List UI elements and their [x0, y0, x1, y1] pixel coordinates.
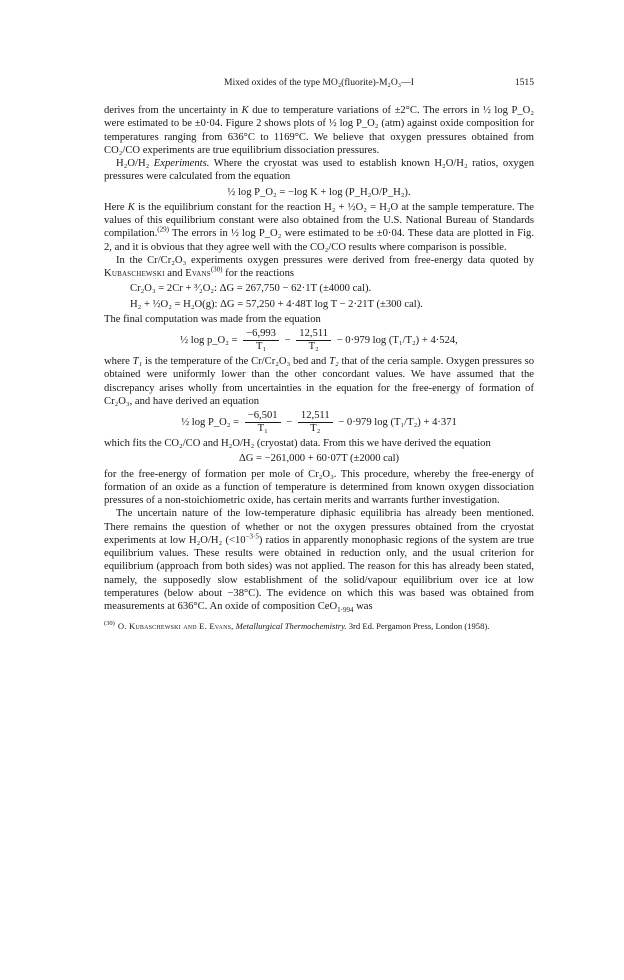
paragraph-equilibrium-constant: Here K is the equilibrium constant for the reaction H₂ + ½O₂ = H₂O at the sample temperature. The values of this equilibrium constant were also obtained from the U.S. National Bureau of Standards compilation.$^{(29)}$ The errors in ½ log P_O₂ were estimated to be ±0·04. These data are plotted in Fig. 2, and it is obvious that they agree well with the CO₂/CO results where comparison is possible.	[104, 201, 535, 253]
paragraph-cr-experiments: In the Cr/Cr₂O₃ experiments oxygen pressures were derived from free-energy data quoted by Kubaschewski and Evans$^{(30)}$ for the reactions	[104, 254, 534, 279]
fraction-2: $\frac{12,511}{\text{T₂}}$	[296, 328, 331, 353]
paragraph-final-computation: The final computation was made from the equation	[104, 313, 321, 325]
paragraph-uncertainty: derives from the uncertainty in K due to temperature variations of ±2°C. The errors in ½ log P_O₂ were estimated to be ±0·04. Figure 2 shows plots of ½ log P_O₂ (atm) against oxide composition for temperatures ranging from 636°C to 1169°C. We believe that oxygen pressures obtained from CO₂/CO experiments are true equilibrium dissociation pressures.	[104, 105, 535, 156]
fraction-3: $\frac{-6,501}{\text{T₁}}$	[245, 410, 281, 435]
page-number: 1515	[514, 77, 534, 88]
running-header	[104, 76, 534, 90]
equation-3: ½ log P_O₂ = $\frac{-6,501}{\text{T₁}}$ − $\frac{12,511}{\text{T₂}}$ − 0·979 log (T₁/T₂) + 4·371	[181, 410, 457, 434]
fraction-4: $\frac{12,511}{\text{T₂}}$	[298, 410, 333, 435]
paragraph-h2o-experiments: H₂O/H₂ Experiments. Where the cryostat was used to establish known H₂O/H₂ ratios, oxygen pressures were calculated from the equation	[104, 158, 535, 183]
equation-1: ½ log P_O₂ = −log K + log (P_H₂O/P_H₂).	[227, 186, 411, 198]
reaction-2: H₂ + ½O₂ = H₂O(g): ΔG = 57,250 + 4·48T log T − 2·21T (±300 cal).	[130, 298, 423, 310]
fraction-1: $\frac{-6,993}{\text{T₁}}$	[243, 328, 279, 353]
paragraph-low-temperature: The uncertain nature of the low-temperature diphasic equilibria has already been mentioned. There remains the question of whether or not the oxygen pressures obtained from the cryostat experiments at low H₂O/H₂ $(<10^{-3\cdot 5})$ ratios in apparently monophasic regions of the system are true equilibrium values. These results were obtained in reduction only, and the usual criterion for equilibrium (approach from both sides) was not applied. The reason for this has already been stated, namely, the supposedly slow establishment of the solid/vapour equilibrium over ice at low temperatures (below about −38°C). The evidence on which this was based was obtained from measurements at 636°C. An oxide of composition CeO$_{1\cdot 994}$ was	[104, 508, 534, 615]
footnote-30: $^{(30)}$ O. Kubaschewski and E. Evans, Metallurgical Thermochemistry. 3rd Ed. Pergamon Press, London (1958).	[104, 620, 490, 632]
journal-page	[104, 76, 534, 632]
equation-4: ΔG = −261,000 + 60·07T (±2000 cal)	[238, 453, 400, 465]
paragraph-temperature-definitions: where T₁ is the temperature of the Cr/Cr₂O₃ bed and T₂ that of the ceria sample. Oxygen pressures so obtained were uniformly lower than the other concordant values. We have assumed that the discrepancy arises wholly from uncertainties in the equation for the free-energy of formation of Cr₂O₃, and have derived an equation	[104, 356, 534, 407]
paragraph-free-energy: for the free-energy of formation per mole of Cr₂O₃. This procedure, whereby the free-energy of formation of an oxide as a function of temperature is determined from known oxygen dissociation pressures of a non-stoichiometric oxide, has certain merits and warrants further investigation.	[104, 468, 534, 506]
equation-2: ½ log p_O₂ = $\frac{-6,993}{\text{T₁}}$ − $\frac{12,511}{\text{T₂}}$ − 0·979 log (T₁/T₂) + 4·524,	[180, 328, 458, 352]
paragraph-fit: which fits the CO₂/CO and H₂O/H₂ (cryostat) data. From this we have derived the equation	[104, 438, 491, 449]
running-title: Mixed oxides of the type MO₂(fluorite)-M₂O₃—I	[224, 77, 414, 88]
reaction-1: Cr₂O₃ = 2Cr + ³⁄₂O₂: ΔG = 267,750 − 62·1T (±4000 cal).	[130, 283, 372, 295]
